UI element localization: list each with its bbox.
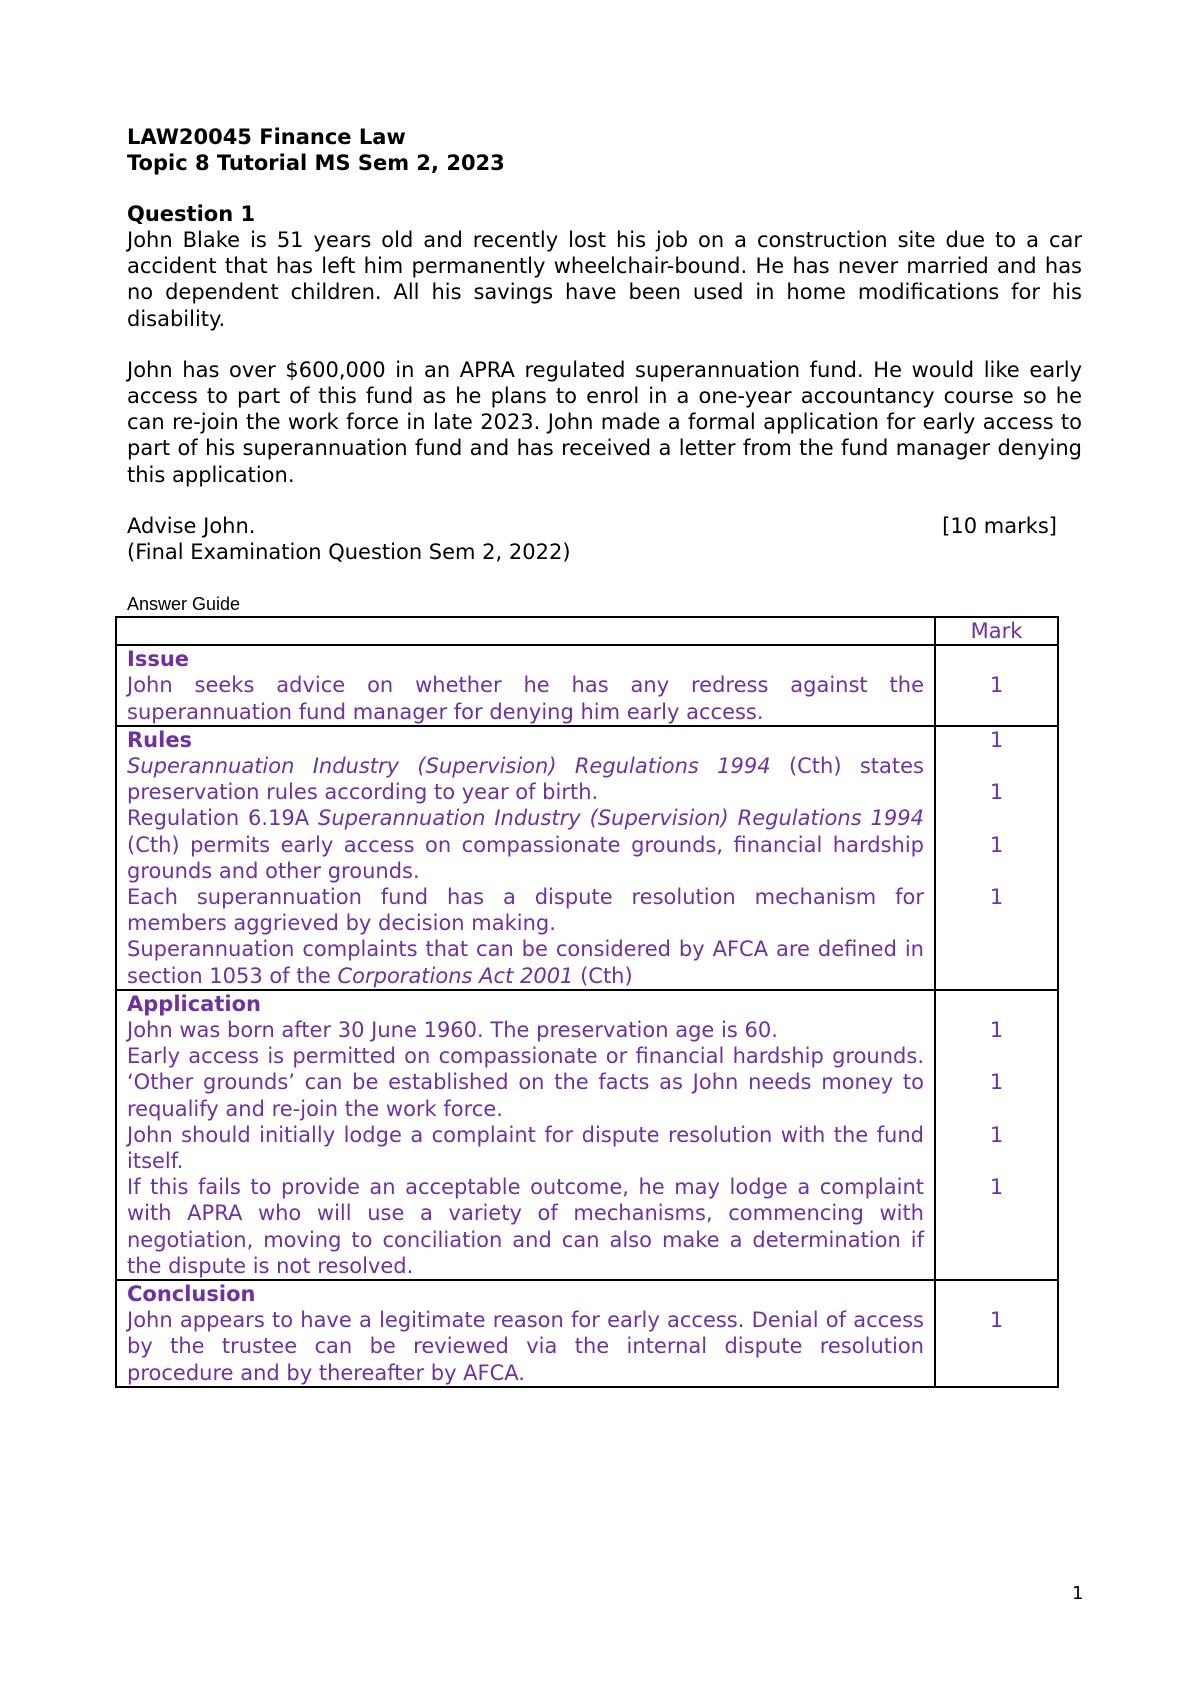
table-row-conclusion xyxy=(116,1280,1058,1387)
rule-3: Each superannuation fund has a dispute resolution mechanism for members aggrieved by decision making. xyxy=(127,885,924,936)
application-3: John should initially lodge a complaint for dispute resolution with the fund itself. xyxy=(127,1122,924,1174)
application-mark-2: 1 xyxy=(989,1070,1004,1095)
rules-mark-1: 1 xyxy=(989,727,1004,752)
application-heading: Application xyxy=(127,991,261,1016)
advise-line xyxy=(127,513,1057,539)
rules-cell xyxy=(116,726,935,990)
application-mark-4: 1 xyxy=(989,1175,1004,1200)
question-section xyxy=(127,124,1082,565)
question-heading: Question 1 xyxy=(127,202,256,226)
rule-4: Superannuation complaints that can be considered by AFCA are defined in section 1053 of the Corporations Act 2001 (Cth) xyxy=(127,937,924,988)
conclusion-text: John appears to have a legitimate reason for early access. Denial of access by the trustee can be reviewed via the internal dispute resolution procedure and by thereafter by AFCA. xyxy=(127,1308,924,1385)
issue-heading: Issue xyxy=(127,647,190,672)
advise-text: Advise John. xyxy=(127,513,256,538)
conclusion-heading: Conclusion xyxy=(127,1282,256,1307)
table-header-row xyxy=(116,617,1058,645)
question-source: (Final Examination Question Sem 2, 2022) xyxy=(127,539,571,564)
issue-mark: 1 xyxy=(989,673,1004,698)
issue-mark-cell xyxy=(935,645,1058,726)
marks-total: [10 marks] xyxy=(942,513,1057,538)
table-row-issue xyxy=(116,645,1058,726)
rules-mark-3: 1 xyxy=(989,832,1004,857)
application-4: If this fails to provide an acceptable outcome, he may lodge a complaint with APRA who will use a variety of mechanisms, commencing with negotiation, moving to conciliation and can also make a determination if the dispute is not resolved. xyxy=(127,1175,924,1278)
rule-2: Regulation 6.19A Superannuation Industry (Supervision) Regulations 1994 (Cth) permits early access on compassionate grounds, financial hardship grounds and other grounds. xyxy=(127,806,924,883)
rules-heading: Rules xyxy=(127,727,193,752)
answer-guide-label: Answer Guide xyxy=(127,594,241,614)
conclusion-cell xyxy=(116,1280,935,1387)
application-mark-cell xyxy=(935,990,1058,1280)
table-row-application xyxy=(116,990,1058,1280)
application-1: John was born after 30 June 1960. The preservation age is 60. xyxy=(127,1018,778,1043)
course-title: LAW20045 Finance Law xyxy=(127,125,406,149)
answer-guide-table xyxy=(115,616,1059,1388)
page-number: 1 xyxy=(1072,1583,1084,1604)
topic-title: Topic 8 Tutorial MS Sem 2, 2023 xyxy=(127,151,505,175)
conclusion-mark-cell xyxy=(935,1280,1058,1387)
application-cell xyxy=(116,990,935,1280)
rule-1: Superannuation Industry (Supervision) Regulations 1994 (Cth) states preservation rules according to year of birth. xyxy=(127,754,924,805)
issue-cell xyxy=(116,645,935,726)
conclusion-mark: 1 xyxy=(989,1308,1004,1333)
rules-mark-cell xyxy=(935,726,1058,990)
application-mark-3: 1 xyxy=(989,1122,1004,1147)
table-row-rules xyxy=(116,726,1058,990)
application-mark-1: 1 xyxy=(989,1018,1004,1043)
mark-column-header: Mark xyxy=(935,617,1058,645)
header-empty-cell xyxy=(116,617,935,645)
application-2: Early access is permitted on compassionate or financial hardship grounds. ‘Other grounds’ can be established on the facts as John needs money to requalify and re-join the work force. xyxy=(127,1044,924,1121)
issue-text: John seeks advice on whether he has any redress against the superannuation fund manager for denying him early access. xyxy=(127,673,924,724)
rules-mark-4: 1 xyxy=(989,884,1004,909)
question-paragraph-2: John has over $600,000 in an APRA regulated superannuation fund. He would like early access to part of this fund as he plans to enrol in a one-year accountancy course so he can re-join the work force in late 2023. John made a formal application for early access to part of his superannuation fund and has received a letter from the fund manager denying this application. xyxy=(127,357,1082,487)
question-paragraph-1: John Blake is 51 years old and recently lost his job on a construction site due to a car accident that has left him permanently wheelchair-bound. He has never married and has no dependent children. All his savings have been used in home modifications for his disability. xyxy=(127,228,1082,331)
rules-mark-2: 1 xyxy=(989,780,1004,805)
